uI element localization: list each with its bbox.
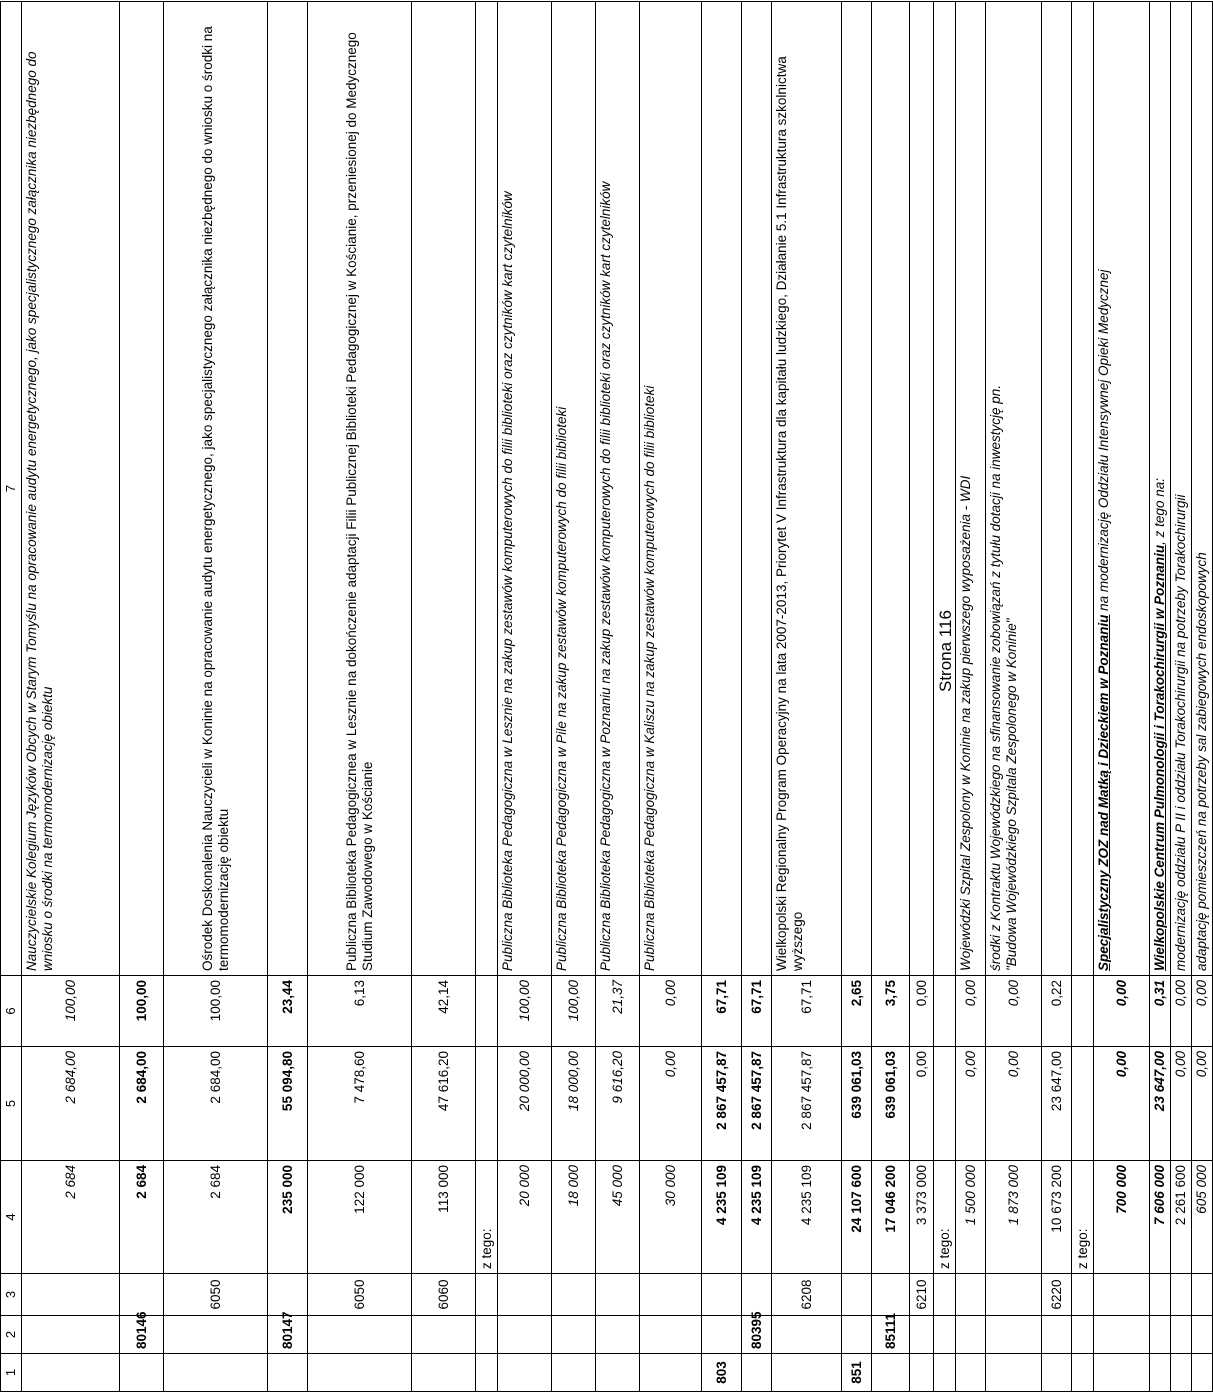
executed-amount: 9 616,20 xyxy=(596,1047,640,1161)
description: Publiczna Biblioteka Pedagogiczna w Lesznie na zakup zestawów komputerowych do filii biblioteki oraz czytników kart czytelników xyxy=(498,2,552,976)
paragraph-code: 6050 xyxy=(164,1274,268,1316)
plan-amount: 18 000 xyxy=(552,1161,596,1274)
plan-amount: 235 000 xyxy=(268,1161,308,1274)
executed-amount: 2 684,00 xyxy=(164,1047,268,1161)
table-row xyxy=(910,2,934,1392)
percent: 0,00 xyxy=(1192,976,1213,1047)
executed-amount: 0,00 xyxy=(986,1047,1042,1161)
description-line: środki z Kontraktu Wojewódzkiego na sfinansowanie zobowiązań z tytułu dotacji na inwestycję pn. xyxy=(988,384,1003,971)
executed-amount: 0,00 xyxy=(910,1047,934,1161)
header-col-7: 7 xyxy=(1,2,22,976)
table-row xyxy=(702,2,742,1392)
header-col-1: 1 xyxy=(1,1354,22,1392)
table-row xyxy=(1042,2,1072,1392)
table-row xyxy=(842,2,872,1392)
percent: 100,00 xyxy=(120,976,164,1047)
table-row xyxy=(1150,2,1171,1392)
table-row xyxy=(956,2,986,1392)
percent: 100,00 xyxy=(164,976,268,1047)
table-row xyxy=(742,2,772,1392)
plan-amount: 4 235 109 xyxy=(772,1161,842,1274)
executed-amount: 0,00 xyxy=(1094,1047,1150,1161)
description xyxy=(1150,2,1171,976)
plan-amount: 113 000 xyxy=(412,1161,476,1274)
table-row xyxy=(308,2,412,1392)
section-code: 851 xyxy=(842,1354,872,1392)
plan-amount: 24 107 600 xyxy=(842,1161,872,1274)
chapter-code: 80395 xyxy=(742,1316,772,1354)
executed-amount: 18 000,00 xyxy=(552,1047,596,1161)
executed-amount: 2 684,00 xyxy=(22,1047,120,1161)
of-which-label: z tego: xyxy=(476,1161,498,1274)
institution-name: Wielkopolskie Centrum Pulmonologii i Torakochirurgii w Poznaniu xyxy=(1152,544,1167,971)
executed-amount: 20 000,00 xyxy=(498,1047,552,1161)
table-row xyxy=(552,2,596,1392)
paragraph-code: 6220 xyxy=(1042,1274,1072,1316)
table-row xyxy=(1192,2,1213,1392)
percent: 100,00 xyxy=(498,976,552,1047)
of-which-label: z tego: xyxy=(934,1161,956,1274)
executed-amount: 47 616,20 xyxy=(412,1047,476,1161)
plan-amount: 605 000 xyxy=(1192,1161,1213,1274)
percent: 0,00 xyxy=(910,976,934,1047)
description-rest: , z tego na: xyxy=(1152,478,1167,545)
table-row xyxy=(120,2,164,1392)
executed-amount: 7 478,60 xyxy=(308,1047,412,1161)
plan-amount: 2 684 xyxy=(22,1161,120,1274)
executed-amount: 2 867 457,87 xyxy=(772,1047,842,1161)
percent: 67,71 xyxy=(742,976,772,1047)
header-col-6: 6 xyxy=(1,976,22,1047)
description: Wielkopolski Regionalny Program Operacyjny na lata 2007-2013, Priorytet V Infrastruktura dla kapitału ludzkiego, Działanie 5.1 Infrastruktura szkolnictwa wyższego xyxy=(772,2,842,976)
percent: 0,00 xyxy=(956,976,986,1047)
executed-amount: 639 061,03 xyxy=(842,1047,872,1161)
description-rest: na modernizację Oddziału Intensywnej Opieki Medycznej xyxy=(1096,269,1111,615)
plan-amount: 7 606 000 xyxy=(1150,1161,1171,1274)
executed-amount: 23 647,00 xyxy=(1150,1047,1171,1161)
executed-amount: 0,00 xyxy=(640,1047,702,1161)
of-which-label: z tego: xyxy=(1072,1161,1094,1274)
percent: 21,37 xyxy=(596,976,640,1047)
plan-amount: 4 235 109 xyxy=(742,1161,772,1274)
paragraph-code: 6210 xyxy=(910,1274,934,1316)
table-row xyxy=(164,2,268,1392)
plan-amount: 700 000 xyxy=(1094,1161,1150,1274)
page-number: Strona 116 xyxy=(936,610,955,692)
plan-amount: 10 673 200 xyxy=(1042,1161,1072,1274)
paragraph-code: 6060 xyxy=(412,1274,476,1316)
table-row xyxy=(986,2,1042,1392)
table-row xyxy=(412,2,476,1392)
plan-amount: 122 000 xyxy=(308,1161,412,1274)
header-col-5: 5 xyxy=(1,1047,22,1161)
plan-amount: 1 873 000 xyxy=(986,1161,1042,1274)
percent: 23,44 xyxy=(268,976,308,1047)
plan-amount: 2 684 xyxy=(164,1161,268,1274)
percent: 0,00 xyxy=(640,976,702,1047)
institution-name: Specjalistyczny ZOZ nad Matką i Dzieckiem w Poznaniu xyxy=(1096,614,1111,971)
plan-amount: 2 261 600 xyxy=(1171,1161,1192,1274)
executed-amount: 0,00 xyxy=(1192,1047,1213,1161)
executed-amount: 2 867 457,87 xyxy=(702,1047,742,1161)
executed-amount: 2 684,00 xyxy=(120,1047,164,1161)
percent: 0,31 xyxy=(1150,976,1171,1047)
investment-table xyxy=(0,1,1213,1392)
percent: 0,00 xyxy=(986,976,1042,1047)
description: Publiczna Biblioteka Pedagogiczna w Poznaniu na zakup zestawów komputerowych do filii biblioteki oraz czytników kart czytelników xyxy=(596,2,640,976)
plan-amount: 30 000 xyxy=(640,1161,702,1274)
section-code: 803 xyxy=(702,1354,742,1392)
percent: 2,65 xyxy=(842,976,872,1047)
table-row xyxy=(268,2,308,1392)
table-row xyxy=(476,2,498,1392)
description: Publiczna Biblioteka Pedagogicznea w Lesznie na dokończenie adaptacji Filii Publicznej Biblioteki Pedagogicznej w Kościanie, przeniesionej do Medycznego Studium Zawodowego w Kościanie xyxy=(308,2,412,976)
table-row xyxy=(498,2,552,1392)
percent: 0,00 xyxy=(1094,976,1150,1047)
table-row xyxy=(22,2,120,1392)
description: Ośrodek Doskonalenia Nauczycieli w Koninie na opracowanie audytu energetycznego, jako specjalistycznego załącznika niezbędnego do wniosku o środki na termomodernizację obiektu xyxy=(164,2,268,976)
description xyxy=(1094,2,1150,976)
percent: 0,22 xyxy=(1042,976,1072,1047)
description: Nauczycielskie Kolegium Języków Obcych w Starym Tomyślu na opracowanie audytu energetycznego, jako specjalistycznego załącznika niezbędnego do wniosku o środki na termomodernizację obiektu xyxy=(22,2,120,976)
table-row xyxy=(934,2,956,1392)
percent: 67,71 xyxy=(702,976,742,1047)
table-row xyxy=(772,2,842,1392)
description: Wojewódzki Szpital Zespolony w Koninie na zakup pierwszego wyposażenia - WDI xyxy=(956,2,986,976)
percent: 42,14 xyxy=(412,976,476,1047)
plan-amount: 2 684 xyxy=(120,1161,164,1274)
percent: 6,13 xyxy=(308,976,412,1047)
executed-amount: 2 867 457,87 xyxy=(742,1047,772,1161)
plan-amount: 4 235 109 xyxy=(702,1161,742,1274)
description: adaptację pomieszczeń na potrzeby sal zabiegowych endoskopowych xyxy=(1192,2,1213,976)
header-row xyxy=(1,2,22,1392)
table-row xyxy=(640,2,702,1392)
header-col-2: 2 xyxy=(1,1316,22,1354)
executed-amount: 23 647,00 xyxy=(1042,1047,1072,1161)
header-col-3: 3 xyxy=(1,1274,22,1316)
plan-amount: 20 000 xyxy=(498,1161,552,1274)
plan-amount: 45 000 xyxy=(596,1161,640,1274)
description xyxy=(986,2,1042,976)
description: Publiczna Biblioteka Pedagogiczna w Pile na zakup zestawów komputerowych do filii biblioteki xyxy=(552,2,596,976)
plan-amount: 17 046 200 xyxy=(872,1161,910,1274)
executed-amount: 55 094,80 xyxy=(268,1047,308,1161)
percent: 100,00 xyxy=(552,976,596,1047)
paragraph-code: 6208 xyxy=(772,1274,842,1316)
table-row xyxy=(596,2,640,1392)
description: modernizację oddziału P II i oddziału Torakochirurgii na potrzeby Torakochirurgii xyxy=(1171,2,1192,976)
chapter-code: 80146 xyxy=(120,1316,164,1354)
executed-amount: 0,00 xyxy=(1171,1047,1192,1161)
executed-amount: 0,00 xyxy=(956,1047,986,1161)
plan-amount: 3 373 000 xyxy=(910,1161,934,1274)
table-row xyxy=(872,2,910,1392)
percent: 3,75 xyxy=(872,976,910,1047)
chapter-code: 80147 xyxy=(268,1316,308,1354)
plan-amount: 1 500 000 xyxy=(956,1161,986,1274)
paragraph-code: 6050 xyxy=(308,1274,412,1316)
investment-name: "Budowa Wojewódzkiego Szpitala Zespolonego w Koninie" xyxy=(1004,618,1019,971)
percent: 67,71 xyxy=(772,976,842,1047)
chapter-code: 85111 xyxy=(872,1316,910,1354)
percent: 0,00 xyxy=(1171,976,1192,1047)
table-row xyxy=(1094,2,1150,1392)
percent: 100,00 xyxy=(22,976,120,1047)
table-row xyxy=(1171,2,1192,1392)
table-row xyxy=(1072,2,1094,1392)
description: Publiczna Biblioteka Pedagogiczna w Kaliszu na zakup zestawów komputerowych do filii biblioteki xyxy=(640,2,702,976)
executed-amount: 639 061,03 xyxy=(872,1047,910,1161)
header-col-4: 4 xyxy=(1,1161,22,1274)
